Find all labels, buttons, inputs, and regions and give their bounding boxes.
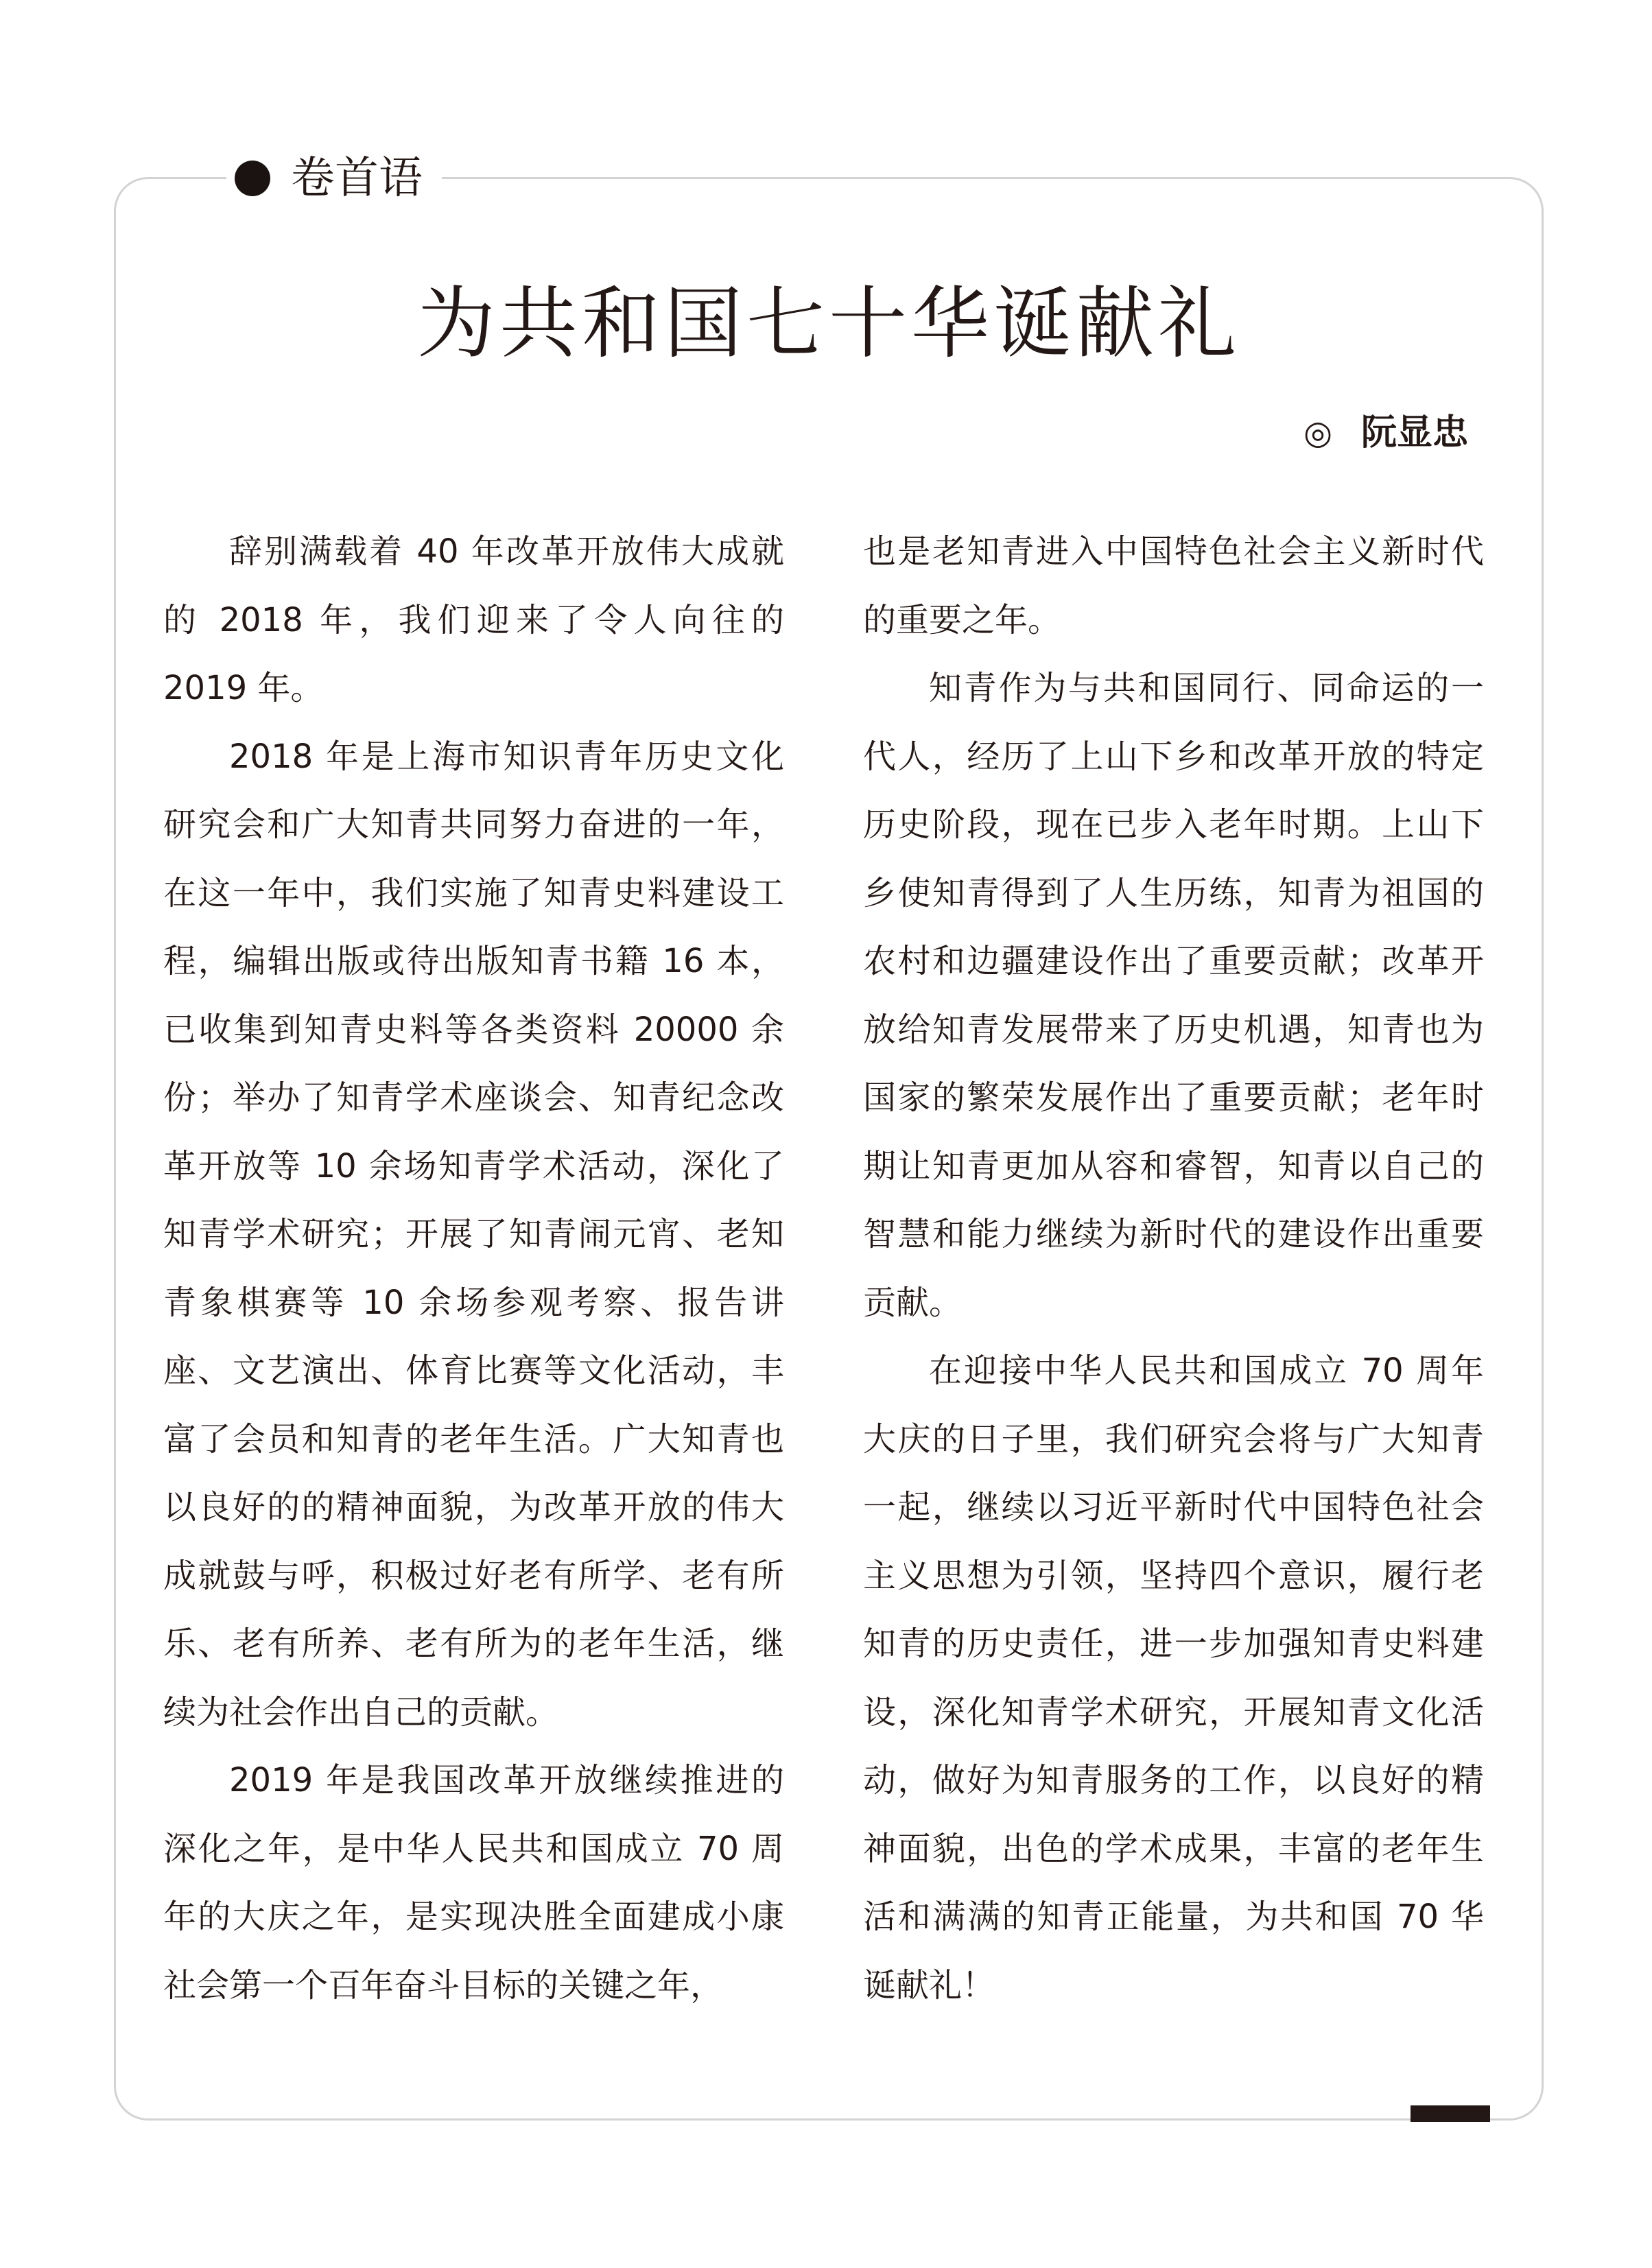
page-marker-bar <box>1411 2105 1490 2122</box>
byline <box>1303 412 1468 453</box>
article-title: 为共和国七十华诞献礼 <box>416 278 1240 369</box>
paragraph-continued: 也是老知青进入中国特色社会主义新时代的重要之年。 <box>863 532 1484 639</box>
double-circle-icon: ◎ <box>1303 414 1332 452</box>
left-column <box>163 518 784 2020</box>
section-header <box>226 144 442 213</box>
bullet-dot-icon <box>235 161 270 196</box>
right-column <box>863 518 1484 2020</box>
paragraph: 辞别满载着 40 年改革开放伟大成就的 2018 年，我们迎来了令人向往的 2019 年。 <box>163 532 784 707</box>
paragraph: 2018 年是上海市知识青年历史文化研究会和广大知青共同努力奋进的一年，在这一年中，我们实施了知青史料建设工程，编辑出版或待出版知青书籍 16 本，已收集到知青史料等各类资料 20000 余份；举办了知青学术座谈会、知青纪念改革开放等 10 余场知青学术活动，深化了知青学术研究；开展了知青闹元宵、老知青象棋赛等 10 余场参观考察、报告讲座、文艺演出、体育比赛等文化活动，丰富了会员和知青的老年生活。广大知青也以良好的的精神面貌，为改革开放的伟大成就鼓与呼，积极过好老有所学、老有所乐、老有所养、老有所为的老年生活，继续为社会作出自己的贡献。 <box>163 737 784 1732</box>
author-name: 阮显忠 <box>1360 412 1468 453</box>
paragraph: 在迎接中华人民共和国成立 70 周年大庆的日子里，我们研究会将与广大知青一起，继续以习近平新时代中国特色社会主义思想为引领，坚持四个意识，履行老知青的历史责任，进一步加强知青史料建设，深化知青学术研究，开展知青文化活动，做好为知青服务的工作，以良好的精神面貌，出色的学术成果，丰富的老年生活和满满的知青正能量，为共和国 70 华诞献礼！ <box>863 1351 1484 2005</box>
paragraph: 2019 年是我国改革开放继续推进的深化之年，是中华人民共和国成立 70 周年的大庆之年，是实现决胜全面建成小康社会第一个百年奋斗目标的关键之年， <box>163 1761 784 2005</box>
paragraph: 知青作为与共和国同行、同命运的一代人，经历了上山下乡和改革开放的特定历史阶段，现在已步入老年时期。上山下乡使知青得到了人生历练，知青为祖国的农村和边疆建设作出了重要贡献；改革开放给知青发展带来了历史机遇，知青也为国家的繁荣发展作出了重要贡献；老年时期让知青更加从容和睿智，知青以自己的智慧和能力继续为新时代的建设作出重要贡献。 <box>863 669 1484 1322</box>
section-label: 卷首语 <box>291 153 423 204</box>
